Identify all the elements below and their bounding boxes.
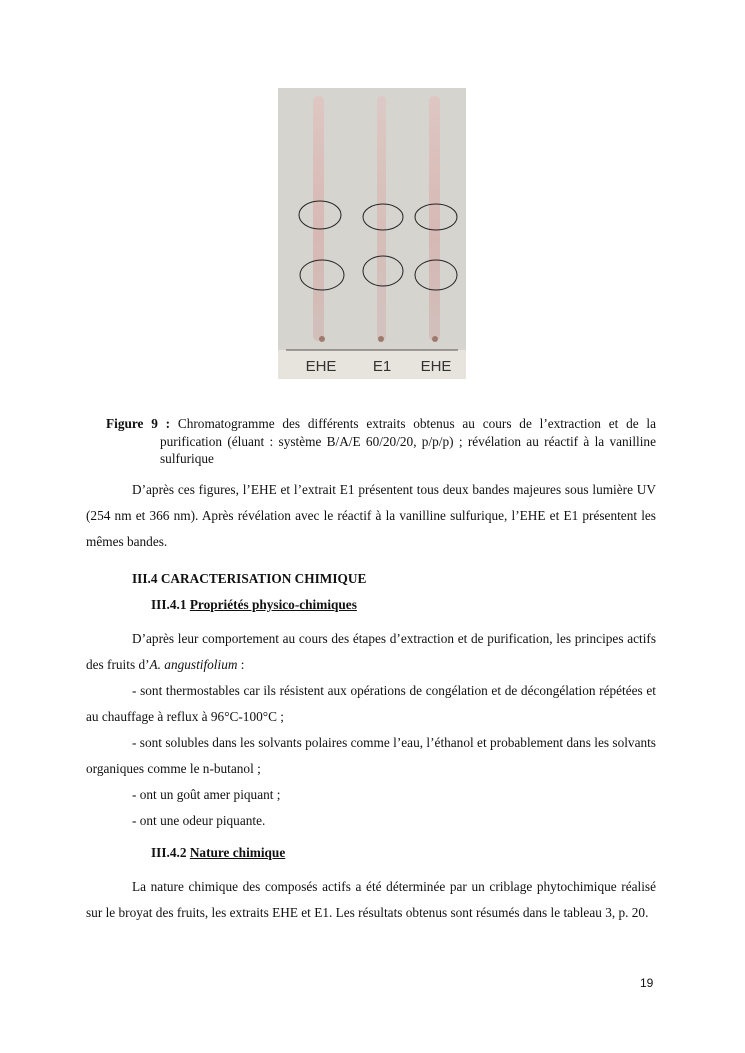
- intro-end: :: [237, 657, 245, 672]
- lane-2-streak: [377, 96, 386, 341]
- lane-label-3: EHE: [420, 358, 452, 375]
- lane-label-2: E1: [372, 358, 392, 375]
- bullet-odor: - ont une odeur piquante.: [132, 813, 266, 828]
- species-name: A. angustifolium: [149, 657, 238, 672]
- figure-caption: [106, 415, 656, 468]
- lane-1-streak: [313, 96, 324, 341]
- subsection-2-text: La nature chimique des composés actifs a été déterminée par un criblage phytochimique réalisé sur le broyat des fruits, les extraits EHE et E1. Les résultats obtenus sont résumés dans le tableau 3, p. 20.: [86, 879, 656, 920]
- bullet-taste: - ont un goût amer piquant ;: [132, 787, 281, 802]
- subsection-2-heading: [151, 845, 285, 861]
- paragraph-results: D’après ces figures, l’EHE et l’extrait E1 présentent tous deux bandes majeures sous lumière UV (254 nm et 366 nm). Après révélation avec le réactif à la vanilline sulfurique, l’EHE et E1 présentent les mêmes bandes.: [86, 482, 656, 549]
- lane-3-streak: [429, 96, 440, 341]
- section-title: III.4 CARACTERISATION CHIMIQUE: [132, 571, 367, 586]
- caption-text: Chromatogramme des différents extraits obtenus au cours de l’extraction et de la purification (éluant : système B/A/E 60/20/20, p/p/p) ; révélation au réactif à la vanilline sulfurique: [160, 416, 656, 466]
- subsection-1-number: III.4.1: [151, 597, 187, 612]
- bullet-soluble: - sont solubles dans les solvants polaires comme l’eau, l’éthanol et probablement dans les solvants organiques comme le n-butanol ;: [86, 735, 656, 776]
- page-number: 19: [640, 976, 654, 990]
- caption-label: Figure 9 :: [106, 416, 171, 431]
- subsection-1-title: Propriétés physico-chimiques: [189, 597, 357, 612]
- intro-text: D’après leur comportement au cours des étapes d’extraction et de purification, les principes actifs des fruits d’: [86, 631, 656, 672]
- subsection-1-heading: [151, 597, 357, 613]
- subsection-1-intro: [86, 626, 656, 678]
- bullet-thermostable: - sont thermostables car ils résistent aux opérations de congélation et de décongélation répétées et au chauffage à reflux à 96°C-100°C ;: [86, 683, 656, 724]
- lane-label-1: EHE: [305, 358, 337, 375]
- subsection-2-title: Nature chimique: [189, 845, 286, 860]
- tlc-plate-photo: [278, 88, 466, 379]
- subsection-2-number: III.4.2: [151, 845, 187, 860]
- tlc-plate-svg: [278, 88, 466, 379]
